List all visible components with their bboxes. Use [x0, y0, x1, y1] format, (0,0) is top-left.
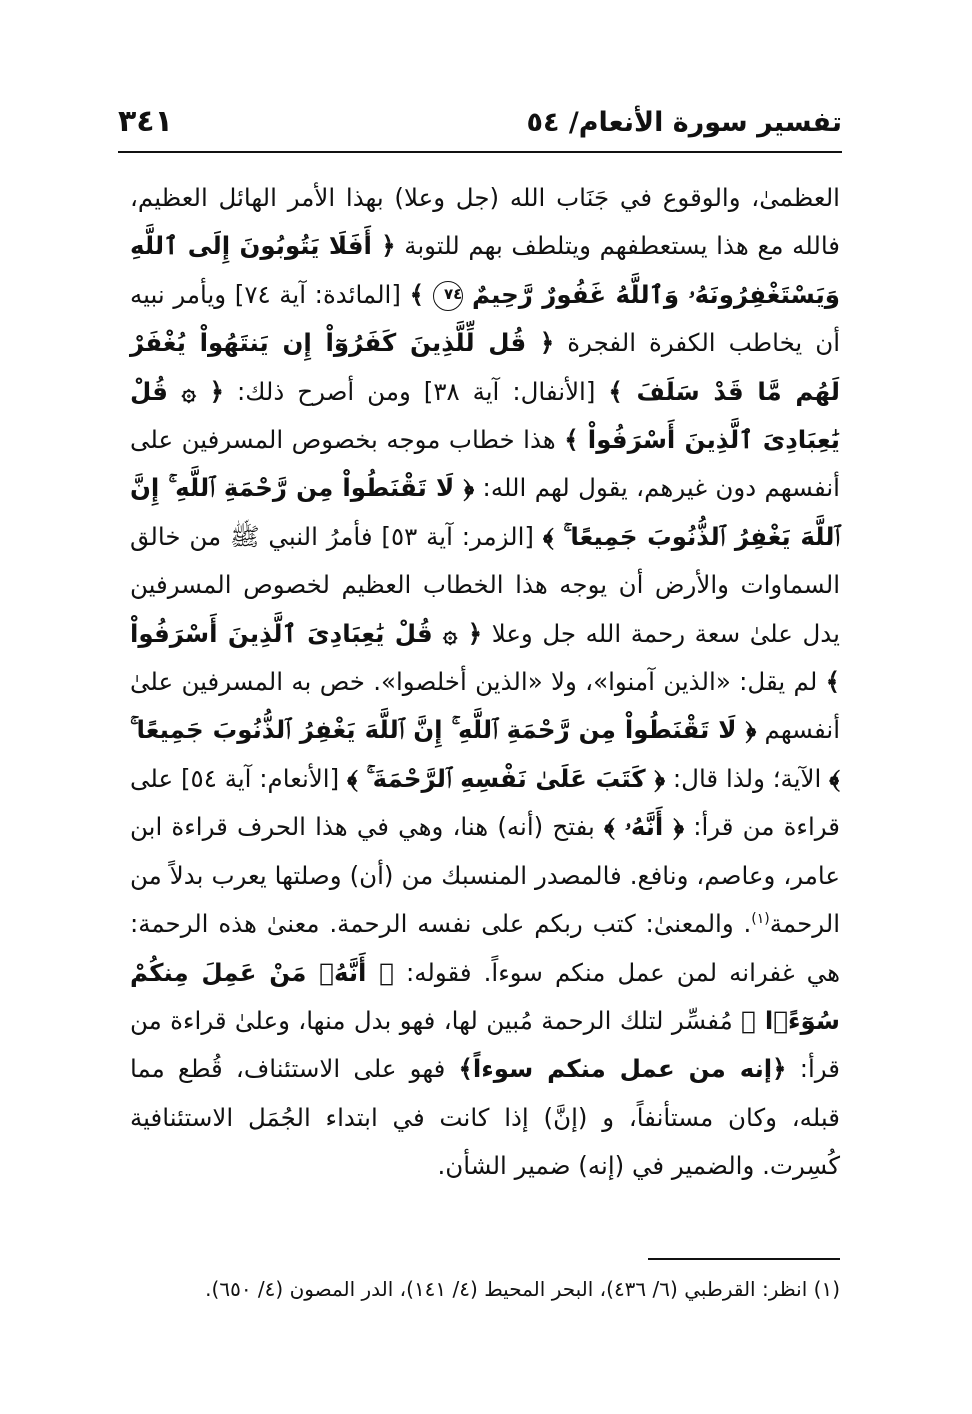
header-rule — [118, 151, 842, 153]
footnote-separator — [648, 1258, 840, 1260]
running-title: تفسير سورة الأنعام/ ٥٤ — [526, 107, 842, 138]
footnote-text: (١) انظر: القرطبي (٦/ ٤٣٦)، البحر المحيط (٤/ ١٤١)، الدر المصون (٤/ ٦٥٠). — [205, 1277, 840, 1301]
text-segment: الآية؛ ولذا قال: — [665, 763, 830, 793]
quran-verse: ﴿ أَفَلَا يَتُوبُونَ إِلَى ٱللَّهِ وَيَسْتَغْفِرُونَهُۥ وَٱللَّهُ غَفُورٌ رَّحِيمٌ — [130, 231, 840, 309]
reference-text: [الأنعام: آية ٥٤] على قراءة من قرأ: — [130, 763, 840, 842]
quran-verse: ﴿ كَتَبَ عَلَىٰ نَفْسِهِ ٱلرَّحْمَةَ ۚ ﴾ — [347, 763, 666, 793]
footnote-reference[interactable]: (١) — [751, 910, 770, 927]
text-segment: العظمىٰ، والوقوع في جَنَاب الله (جل وعلا) بهذا الأمر الهائل العظيم، فالله مع هذا يستعطفهم ويتلطف بهم للتوبة — [130, 183, 840, 261]
ayah-number-marker: ٧٤ — [433, 281, 463, 311]
quran-verse: ﴿ أَنَّهُۥ ﴾ — [603, 812, 685, 842]
quran-verse: ﴿ ۞ قُلْ يَٰعِبَادِىَ ٱلَّذِينَ أَسْرَفُواْ ﴾ — [130, 376, 840, 455]
reference-text: [المائدة: آية ٧٤] ويأمر نبيه أن يخاطب الكفرة الفجرة — [130, 279, 840, 358]
page-header — [118, 98, 842, 148]
quran-verse: ﴿ لَا تَقْنَطُواْ مِن رَّحْمَةِ ٱللَّهِ ۚ إِنَّ ٱللَّهَ يَغْفِرُ ٱلذُّنُوبَ جَمِيعًا ۚ ﴾ — [130, 473, 841, 551]
text-segment: بفتح (أنه) هنا، وهي في هذا الحرف قراءة ابن عامر، وعاصم، ونافع. فالمصدر المنسبك من (أن) وصلتها يعرب بدلاً من الرحمة — [130, 812, 840, 939]
quran-verse: ﴿ لَا تَقْنَطُواْ مِن رَّحْمَةِ ٱللَّهِ ۚ إِنَّ ٱللَّهَ يَغْفِرُ ٱلذُّنُوبَ جَمِيعًا ۚ ﴾ — [130, 715, 840, 793]
quran-reading: ﴿إنه من عمل منكم سوءاً﴾ — [458, 1054, 787, 1084]
text-segment: . والمعنىٰ: كتب ربكم على نفسه الرحمة. معنىٰ هذه الرحمة: هي غفرانه لمن عمل منكم سوءاً. فقوله: — [130, 909, 840, 987]
text-segment: هذا خطاب موجه بخصوص المسرفين على أنفسهم دون غيرهم، يقول لهم الله: — [130, 425, 840, 503]
footnote — [130, 1270, 840, 1308]
quran-bracket: ﴾ — [409, 279, 434, 309]
body-paragraph — [130, 174, 840, 1191]
reference-text: [الأنفال: آية ٣٨] ومن أصرح ذلك: — [224, 376, 609, 406]
quran-verse: ﴿ قُل لِّلَّذِينَ كَفَرُوٓاْ إِن يَنتَهُواْ يُغْفَرْ لَهُم مَّا قَدْ سَلَفَ ﴾ — [130, 328, 840, 406]
page-number: ٣٤١ — [118, 104, 173, 139]
quran-verse: ﴿ أَنَّهُۥ مَنْ عَمِلَ مِنكُمْ سُوٓءًۢا ﴾ — [130, 957, 840, 1035]
quran-verse: ﴿ ۞ قُلْ يَٰعِبَادِىَ ٱلَّذِينَ أَسْرَفُواْ ﴾ — [130, 618, 840, 697]
main-text — [130, 174, 840, 1191]
text-segment: مُفسِّر لتلك الرحمة مُبين لها، فهو بدل منها، وعلىٰ قراءة من قرأ: — [130, 1005, 840, 1084]
text-segment: لم يقل: «الذين آمنوا»، ولا «الذين أخلصوا». خص به المسرفين علىٰ أنفسهم — [130, 667, 841, 745]
reference-text: [الزمر: آية ٥٣] فأمرُ النبي ﷺ من خالق السماوات والأرض أن يوجه هذا الخطاب العظيم لخصوص المسرفين يدل علىٰ سعة رحمة الله جل وعلا — [130, 521, 840, 648]
text-segment: فهو على الاستئناف، قُطع مما قبله، وكان مستأنفاً، و (إنَّ) إذا كانت في ابتداء الجُمَل الاستئنافية كُسِرت. والضمير في (إنه) ضمير الشأن. — [130, 1054, 840, 1181]
